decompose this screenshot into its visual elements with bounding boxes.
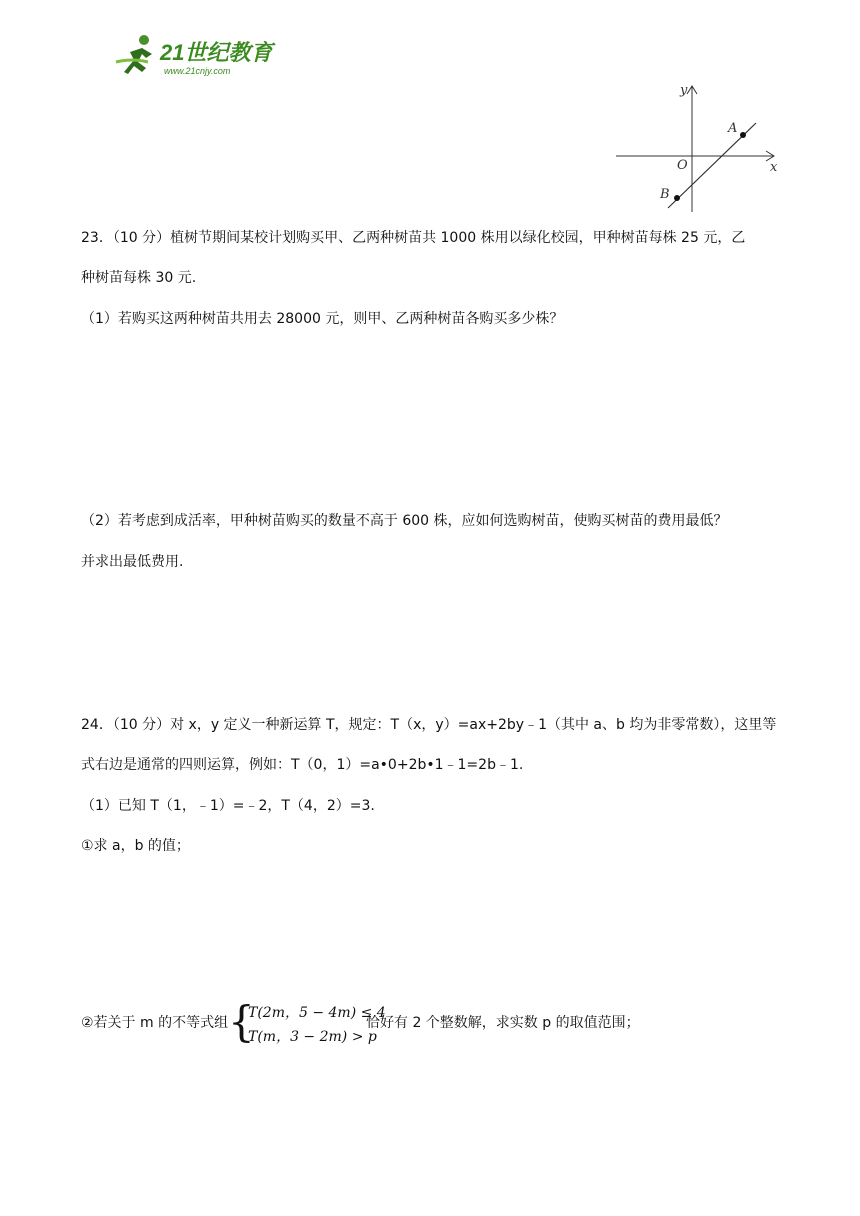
point-b	[674, 195, 680, 201]
runner-icon	[116, 35, 152, 74]
x-axis-label: x	[770, 160, 778, 175]
point-a-label: A	[728, 121, 738, 136]
logo-url-text: www.21cnjy.com	[164, 66, 231, 76]
q24-part1: （1）已知 T（1，﹣1）=﹣2，T（4，2）=3.	[81, 798, 375, 814]
q23-part1: （1）若购买这两种树苗共用去 28000 元，则甲、乙两种树苗各购买多少株？	[81, 311, 564, 327]
q23-stem-line1: 23．（10 分）植树节期间某校计划购买甲、乙两种树苗共 1000 株用以绿化校园，甲种树苗每株 25 元，乙	[81, 230, 746, 246]
inequality-2: T(m，3 − 2m) > p	[248, 1029, 377, 1045]
q24-stem-line2: 式右边是通常的四则运算，例如：T（0，1）=a•0+2b•1﹣1=2b﹣1.	[81, 757, 524, 773]
q23-part2-line1: （2）若考虑到成活率，甲种树苗购买的数量不高于 600 株，应如何选购树苗，使购买树苗的费用最低？	[81, 513, 728, 529]
y-axis-label: y	[680, 83, 688, 98]
inequality-1: T(2m，5 − 4m) ≤ 4	[248, 1005, 386, 1021]
point-b-label: B	[660, 187, 670, 202]
point-a	[740, 132, 746, 138]
q23-stem-line2: 种树苗每株 30 元.	[81, 270, 197, 286]
q24-stem-line1: 24．（10 分）对 x，y 定义一种新运算 T，规定：T（x，y）=ax+2by﹣1（其中 a、b 均为非零常数），这里等	[81, 717, 777, 733]
site-logo	[112, 32, 282, 80]
q23-part2-line2: 并求出最低费用.	[81, 554, 184, 570]
q24-sub1: ①求 a，b 的值；	[81, 838, 190, 854]
brace-icon: {	[228, 997, 255, 1046]
logo-text: 21世纪教育	[160, 40, 273, 65]
origin-label: O	[677, 158, 688, 173]
coordinate-figure	[610, 80, 790, 220]
q24-sub2-prefix: ②若关于 m 的不等式组	[81, 1015, 229, 1031]
q24-sub2-suffix: 恰好有 2 个整数解，求实数 p 的取值范围；	[366, 1015, 640, 1031]
